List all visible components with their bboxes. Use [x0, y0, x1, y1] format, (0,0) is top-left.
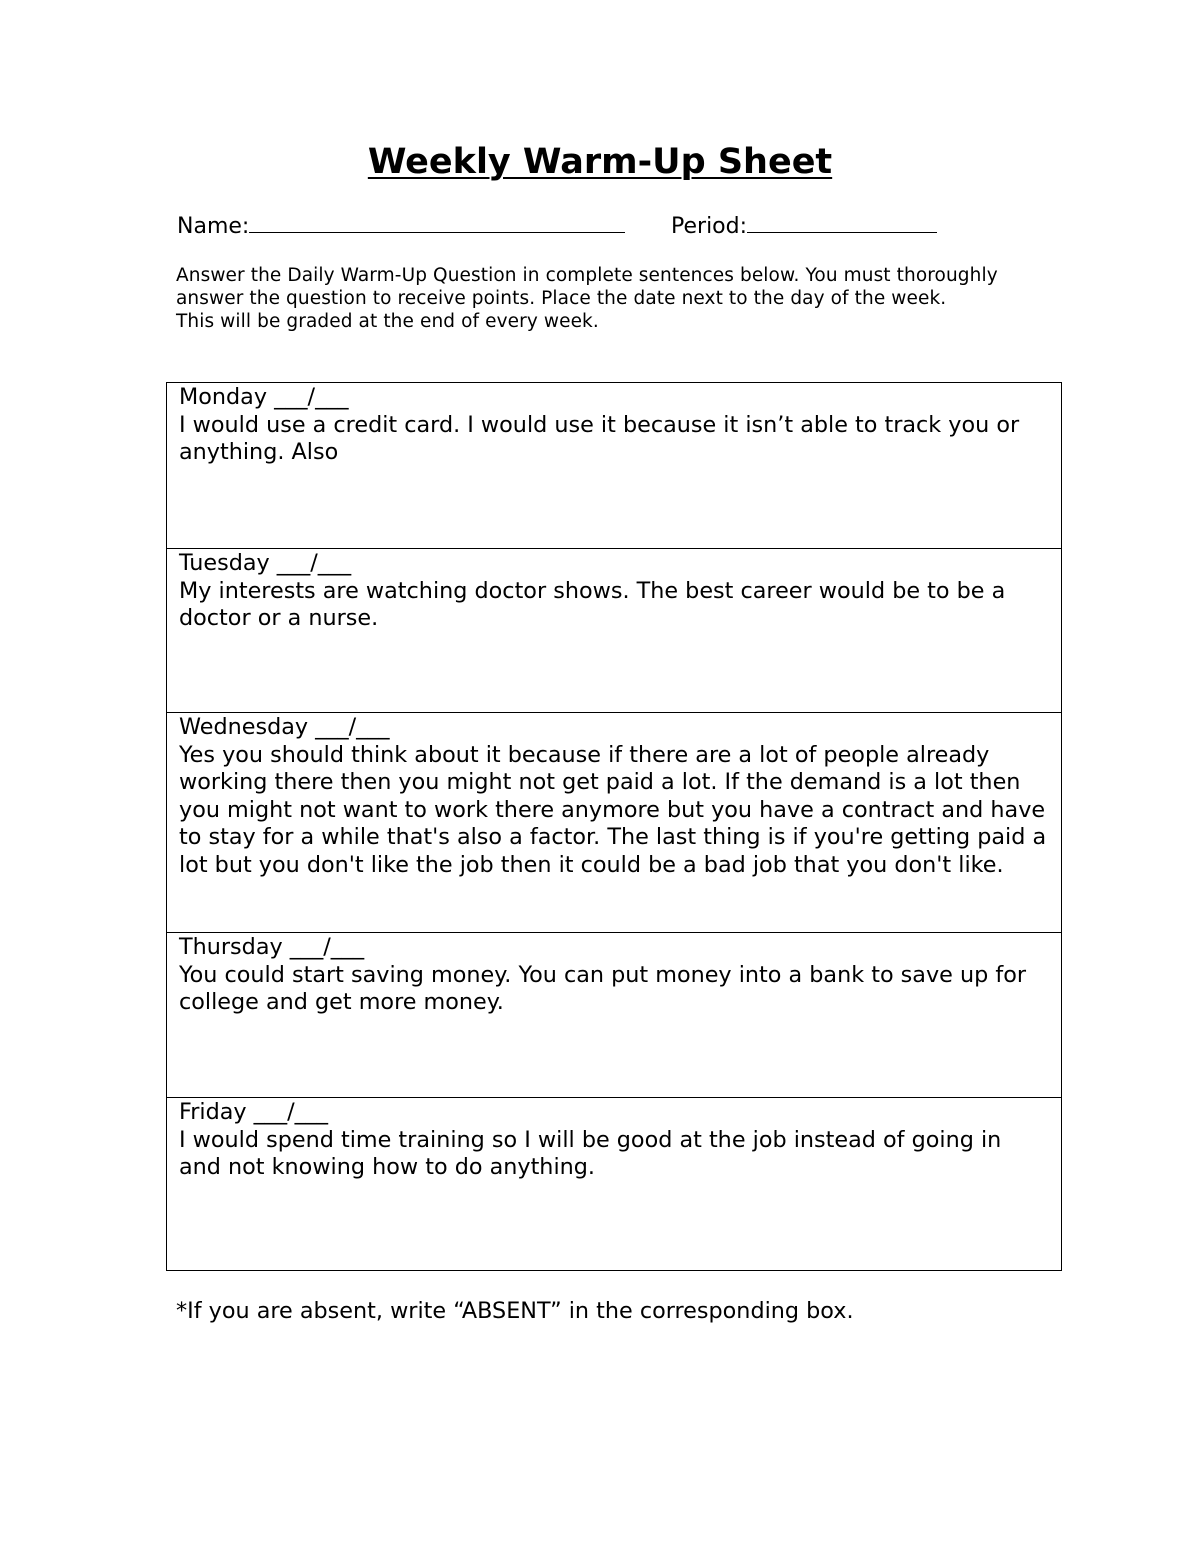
- day-box-tuesday[interactable]: [167, 549, 1061, 713]
- day-box-thursday[interactable]: [167, 933, 1061, 1098]
- day-box-friday[interactable]: [167, 1098, 1061, 1271]
- day-answer: I would use a credit card. I would use it because it isn’t able to track you or anything. Also: [179, 411, 1020, 465]
- name-label: Name:: [177, 214, 250, 239]
- page-title: Weekly Warm-Up Sheet: [367, 142, 833, 182]
- instructions: [176, 264, 1016, 333]
- day-answer: My interests are watching doctor shows. The best career would be to be a doctor or a nurse.: [179, 577, 1006, 631]
- absent-footnote: *If you are absent, write “ABSENT” in the corresponding box.: [176, 1298, 854, 1324]
- day-label: Friday ___/___: [179, 1099, 329, 1125]
- day-box-wednesday[interactable]: [167, 713, 1061, 933]
- day-label: Wednesday ___/___: [179, 714, 390, 740]
- period-blank-line[interactable]: [747, 208, 937, 233]
- name-blank-line[interactable]: [249, 208, 625, 233]
- instructions-text: Answer the Daily Warm-Up Question in complete sentences below. You must thoroughly answer the question to receive points. Place the date next to the day of the week.: [176, 265, 998, 309]
- day-box-monday[interactable]: [167, 383, 1061, 549]
- warm-up-table: [166, 382, 1062, 1271]
- day-label: Monday ___/___: [179, 384, 349, 410]
- day-answer: You could start saving money. You can put money into a bank to save up for college and get more money.: [179, 961, 1026, 1015]
- day-label: Thursday ___/___: [179, 934, 365, 960]
- period-field: [671, 208, 937, 243]
- instructions-grading-note: This will be graded at the end of every week.: [176, 311, 599, 332]
- name-field: [177, 208, 625, 243]
- period-label: Period:: [671, 214, 748, 239]
- day-answer: I would spend time training so I will be good at the job instead of going in and not knowing how to do anything.: [179, 1126, 1002, 1180]
- day-label: Tuesday ___/___: [179, 550, 352, 576]
- day-answer: Yes you should think about it because if there are a lot of people already working there then you might not get paid a lot. If the demand is a lot then you might not want to work there anymore but you have a contract and have to stay for a while that's also a factor. The last thing is if you're getting paid a lot but you don't like the job then it could be a bad job that you don't like.: [179, 741, 1047, 878]
